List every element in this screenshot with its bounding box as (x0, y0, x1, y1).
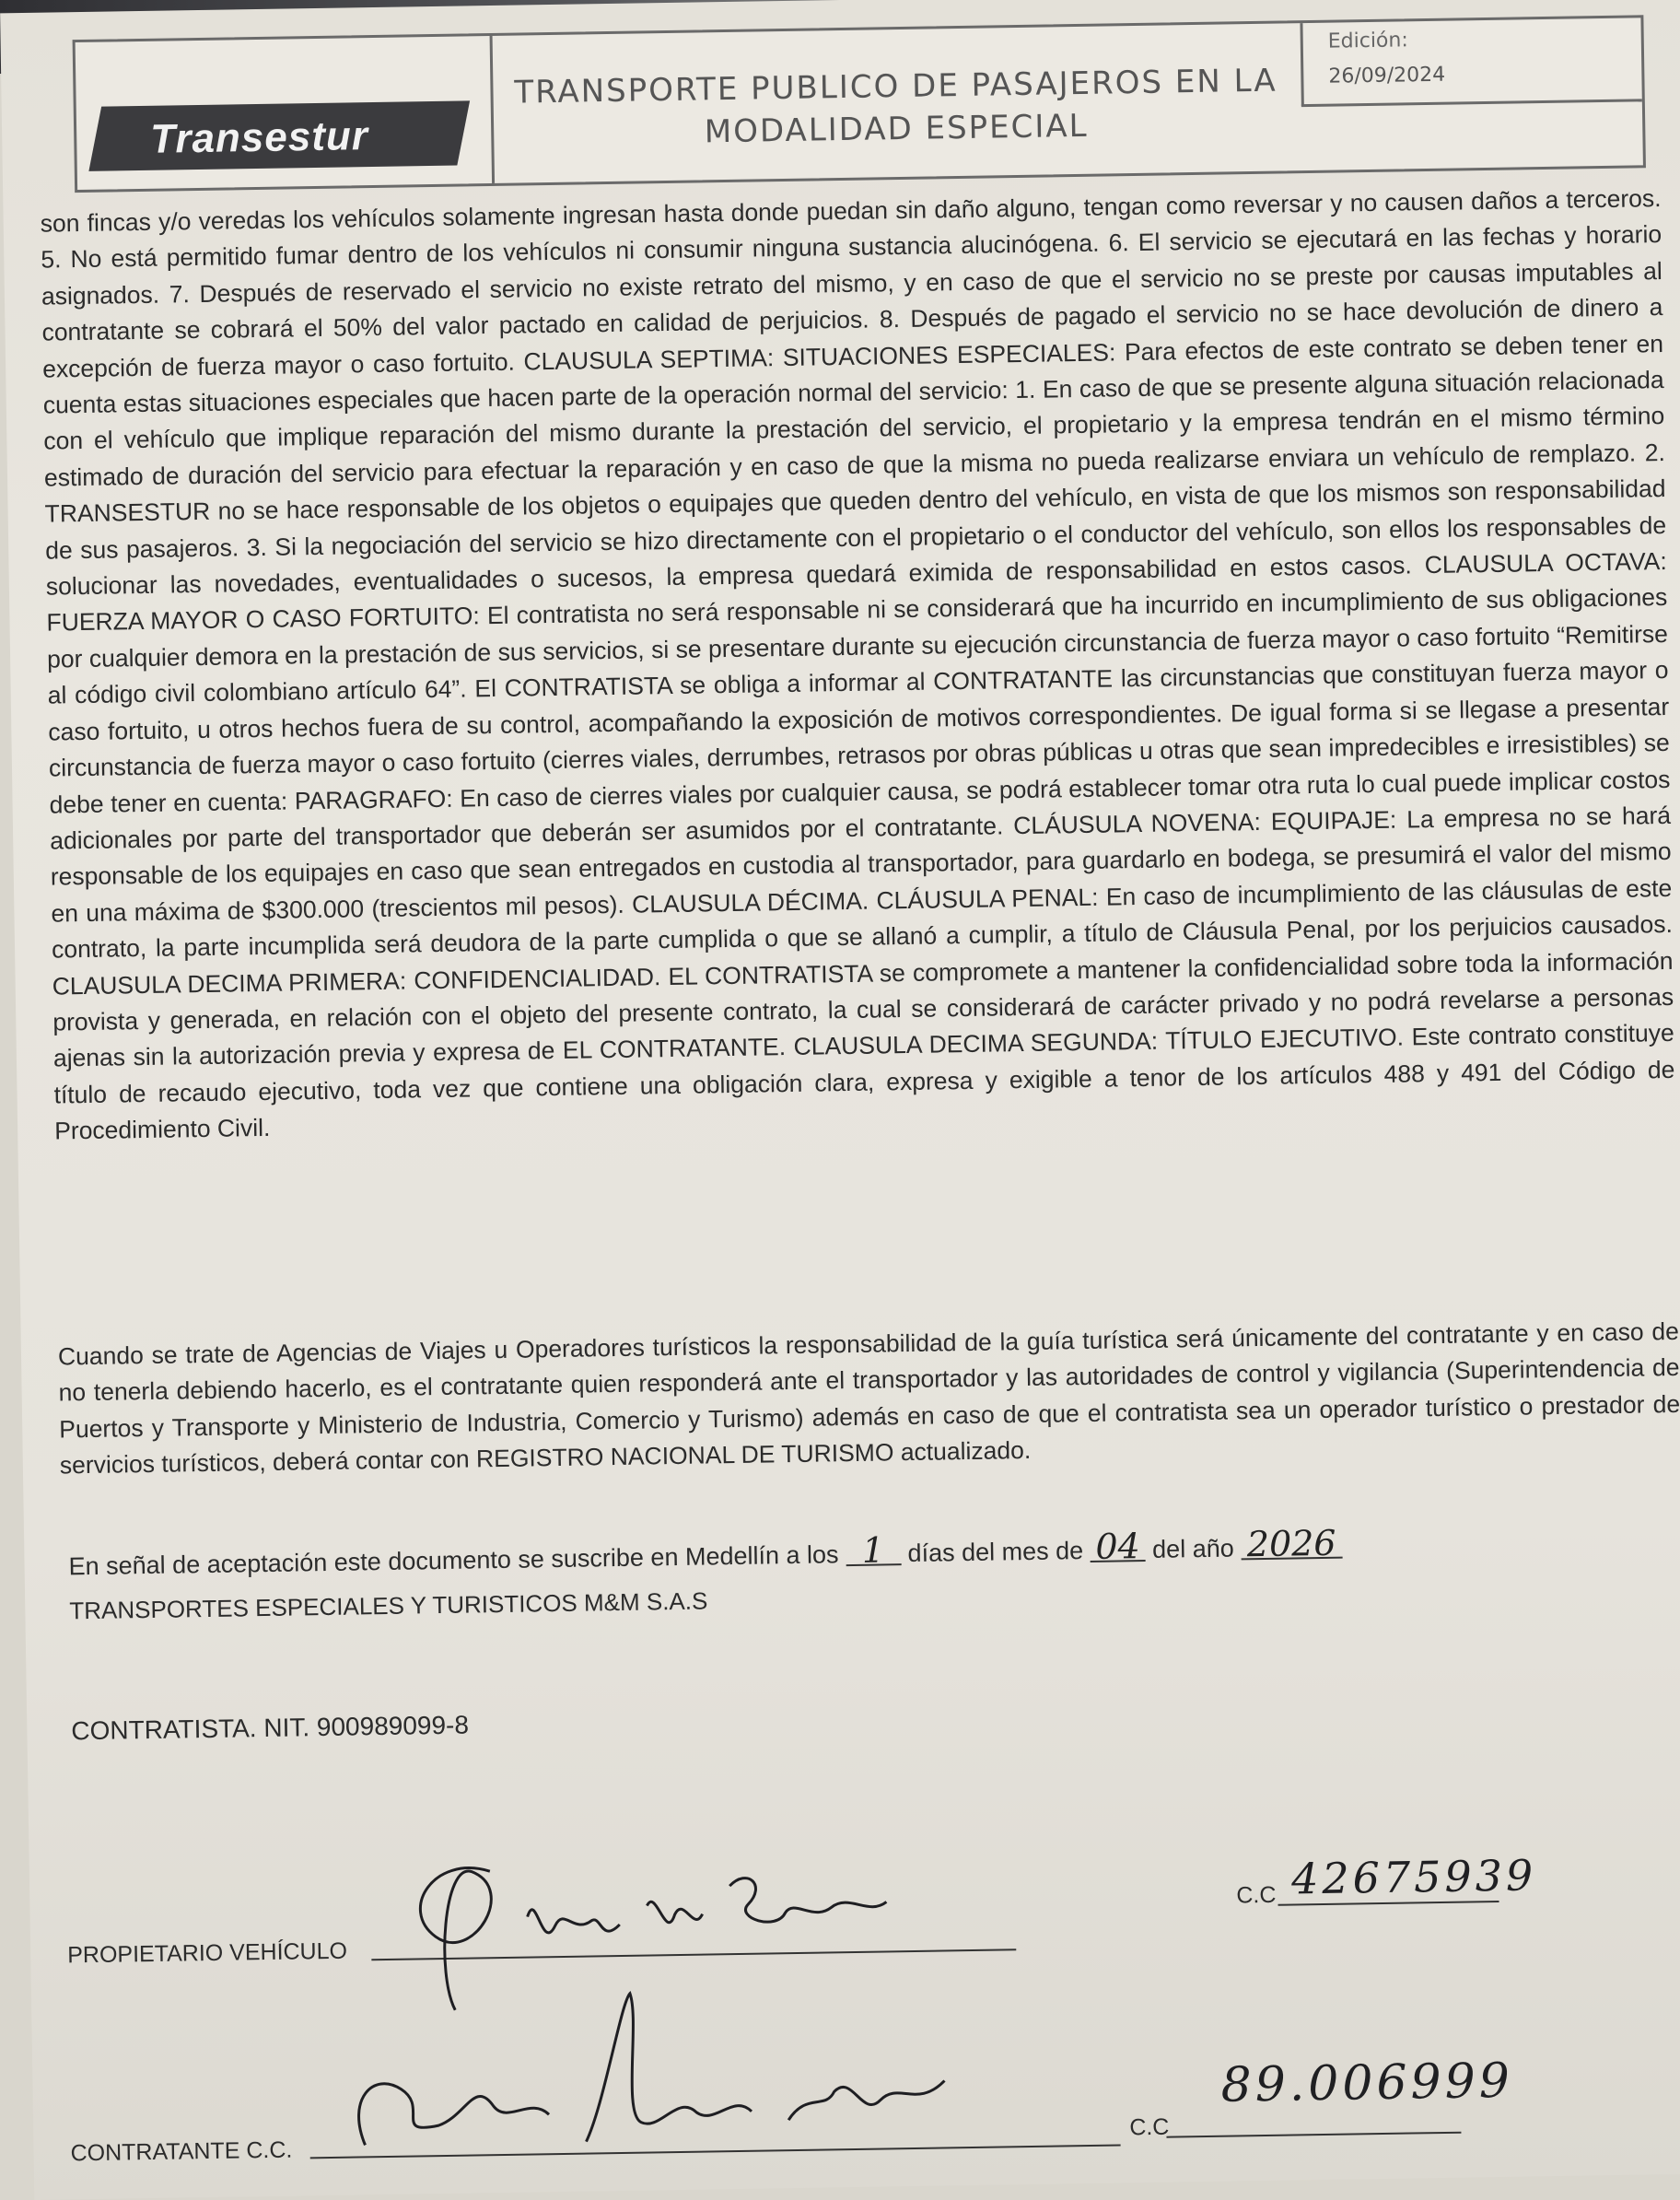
document-title (499, 60, 1292, 157)
acceptance-text-after: del año (1151, 1534, 1234, 1563)
header-divider (1300, 23, 1303, 106)
month-field: 04 (1090, 1532, 1145, 1562)
agencies-paragraph: Cuando se trate de Agencias de Viajes u Operadores turísticos la responsabilidad de la guía turística será únicamente del contratante y en caso de no tenerla debiendo hacerlo, es el contratante quien responderá ante el transportador y las autoridades de control y vigilancia (Superintendencia de Puertos y Transporte y Ministerio de Industria, Comercio y Turismo) además en caso de que el contratista sea un operador turístico o prestador de servicios turísticos, deberá contar con REGISTRO NACIONAL DE TURISMO actualizado. (57, 1316, 1680, 1480)
acceptance-text-before: En señal de aceptación este documento se suscribe en Medellín a los (68, 1540, 839, 1581)
client-cc-number: 89.006999 (1220, 2053, 1514, 2113)
owner-label: PROPIETARIO VEHÍCULO (67, 1937, 348, 1969)
owner-cc-number: 42675939 (1290, 1850, 1537, 1904)
client-cc-line (1166, 2132, 1461, 2138)
client-label: CONTRATANTE C.C. (70, 2136, 293, 2167)
day-field: 1 (846, 1536, 901, 1566)
edition-label: Edición: (1327, 29, 1408, 53)
edition-date: 26/09/2024 (1328, 63, 1446, 88)
company-name: TRANSPORTES ESPECIALES Y TURISTICOS M&M S.A.S (69, 1586, 708, 1625)
owner-cc-label: C.C (1236, 1881, 1277, 1909)
client-signature (308, 1978, 1010, 2173)
acceptance-line (68, 1522, 1342, 1582)
contract-clauses-paragraph: son fincas y/o veredas los vehículos solamente ingresan hasta donde puedan sin daño alguno, tengan como reversar y no causen daños a terceros. 5. No está permitido fumar dentro de los vehículos ni consumir ninguna sustancia alucinógena. 6. El servicio se ejecutará en las fechas y horario asignados. 7. Después de reservado el servicio no existe retrato del mismo, y en caso de que el servicio no se preste por causas imputables al contratante se cobrará el 50% del valor pactado en calidad de perjuicios. 8. Después de pagado el servicio no se hace devolución de dinero a excepción de fuerza mayor o caso fortuito. CLAUSULA SEPTIMA: SITUACIONES ESPECIALES: Para efectos de este contrato se deben tener en cuenta estas situaciones especiales que hacen parte de la operación normal del servicio: 1. En caso de que se presente alguna situación relacionada con el vehículo que implique reparación del mismo durante la prestación del servicio, el propietario y la empresa tendrán en el mismo término estimado de duración del servicio para efectuar la reparación y en caso de que la misma no pueda realizarse enviara un vehículo de remplazo. 2. TRANSESTUR no se hace responsable de los objetos o equipajes que queden dentro del vehículo, en vista de que los mismos son responsabilidad de sus pasajeros. 3. Si la negociación del servicio se hizo directamente con el propietario o el conductor del vehículo, son ellos los responsables de solucionar las novedades, eventualidades o sucesos, la empresa quedará eximida de responsabilidad en estos casos. CLAUSULA OCTAVA: FUERZA MAYOR O CASO FORTUITO: El contratista no será responsable ni se considerará que ha incurrido en incumplimiento de sus obligaciones por cualquier demora en la prestación de sus servicios, si se presentare durante su ejecución circunstancia de fuerza mayor o caso fortuito “Remitirse al código civil colombiano artículo 64”. El CONTRATISTA se obliga a informar al CONTRATANTE las circunstancias que constituyan fuerza mayor o caso fortuito, u otros hechos fuera de su control, acompañando la exposición de motivos correspondientes. De igual forma si se llegase a presentar circunstancia de fuerza mayor o caso fortuito (cierres viales, derrumbes, retrasos por obras públicas u otras que sean impredecibles e irresistibles) se debe tener en cuenta: PARAGRAFO: En caso de cierres viales por cualquier causa, se podrá establecer tomar otra ruta lo cual puede implicar costos adicionales por parte del transportador que deberán ser asumidos por el contratante. CLÁUSULA NOVENA: EQUIPAJE: La empresa no se hará responsable de los equipajes en caso que sean entregados en custodia al transportador, para guardarlo en bodega, se presumirá el valor del mismo en una máxima de $300.000 (trescientos mil pesos). CLAUSULA DÉCIMA. CLÁUSULA PENAL: En caso de incumplimiento de las cláusulas de este contrato, la parte incumplida será deudora de la parte cumplida o que se allanó a cumplir, a título de Cláusula Penal, por los perjuicios causados. CLAUSULA DECIMA PRIMERA: CONFIDENCIALIDAD. EL CONTRATISTA se compromete a mantener la confidencialidad sobre toda la información provista y generada, en relación con el objeto del presente contrato, la cual se considerará de carácter privado y no podrá revelarse a personas ajenas sin la autorización previa y expresa de EL CONTRATANTE. CLAUSULA DECIMA SEGUNDA: TÍTULO EJECUTIVO. Este contrato constituye título de recaudo ejecutivo, toda vez que contiene una obligación clara, expresa y exigible a tenor de los artículos 488 y 491 del Código de Procedimiento Civil. (40, 184, 1675, 1145)
contratista-nit: CONTRATISTA. NIT. 900989099-8 (71, 1710, 470, 1746)
year-field: 2026 (1241, 1529, 1342, 1561)
title-line-2: MODALIDAD ESPECIAL (704, 107, 1089, 151)
logo-text: Transestur (149, 113, 369, 162)
client-cc-label: C.C (1129, 2113, 1170, 2141)
title-line-1: TRANSPORTE PUBLICO DE PASAJEROS EN LA (514, 62, 1278, 111)
logo (76, 36, 492, 190)
header-divider (1301, 99, 1642, 107)
acceptance-text-middle: días del mes de (907, 1537, 1084, 1568)
document-header (73, 15, 1646, 193)
